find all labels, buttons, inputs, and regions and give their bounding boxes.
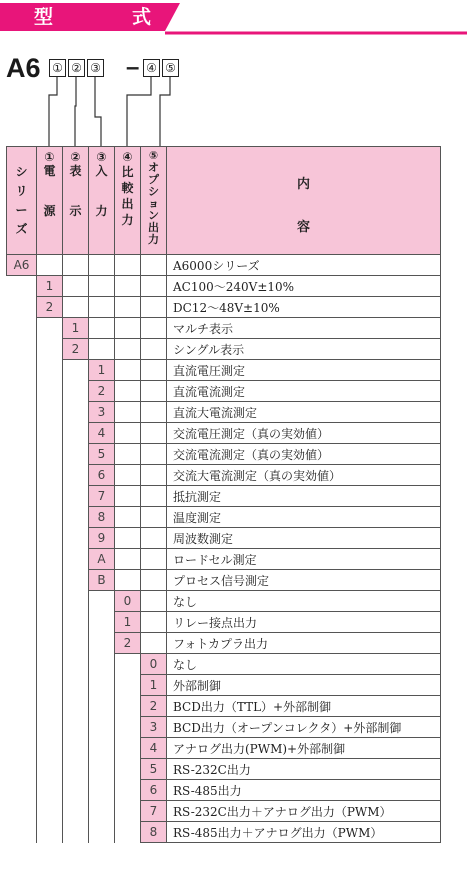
empty-cell [63,423,89,444]
code-cell: 0 [141,654,167,675]
empty-cell [115,696,141,717]
empty-cell [115,318,141,339]
code-cell: 7 [141,801,167,822]
description-cell: 抵抗測定 [167,486,441,507]
empty-cell [7,696,37,717]
table-row [7,339,441,360]
empty-cell [7,801,37,822]
model-prefix: A6 [6,53,41,83]
empty-cell [89,297,115,318]
table-row [7,696,441,717]
empty-cell [141,255,167,276]
empty-cell [37,570,63,591]
empty-cell [115,360,141,381]
code-cell: 8 [89,507,115,528]
empty-cell [7,780,37,801]
empty-cell [115,255,141,276]
empty-cell [89,780,115,801]
empty-cell [89,759,115,780]
empty-cell [115,822,141,843]
empty-cell [7,675,37,696]
description-cell: BCD出力（TTL）+外部制御 [167,696,441,717]
empty-cell [63,759,89,780]
empty-cell [115,297,141,318]
empty-cell [63,507,89,528]
description-cell: RS-232C出力 [167,759,441,780]
table-row [7,528,441,549]
description-cell: 直流電流測定 [167,381,441,402]
empty-cell [63,486,89,507]
empty-cell [63,612,89,633]
empty-cell [37,339,63,360]
empty-cell [63,297,89,318]
empty-cell [63,822,89,843]
empty-cell [37,633,63,654]
empty-cell [7,360,37,381]
description-cell: 交流大電流測定（真の実効値） [167,465,441,486]
empty-cell [63,654,89,675]
empty-cell [37,360,63,381]
table-row [7,717,441,738]
empty-cell [37,423,63,444]
empty-cell [63,696,89,717]
empty-cell [37,486,63,507]
description-cell: アナログ出力(PWM)+外部制御 [167,738,441,759]
empty-cell [7,822,37,843]
empty-cell [89,675,115,696]
empty-cell [37,759,63,780]
empty-cell [7,276,37,297]
empty-cell [37,738,63,759]
empty-cell [37,255,63,276]
table-row [7,465,441,486]
code-cell: 7 [89,486,115,507]
description-cell: マルチ表示 [167,318,441,339]
empty-cell [63,549,89,570]
empty-cell [7,549,37,570]
code-cell: 9 [89,528,115,549]
table-row [7,738,441,759]
empty-cell [7,570,37,591]
table-row [7,822,441,843]
empty-cell [63,402,89,423]
empty-cell [141,528,167,549]
empty-cell [141,381,167,402]
code-cell: 2 [89,381,115,402]
empty-cell [37,318,63,339]
empty-cell [115,675,141,696]
table-row [7,612,441,633]
empty-cell [115,507,141,528]
table-row [7,801,441,822]
empty-cell [63,633,89,654]
empty-cell [115,444,141,465]
empty-cell [141,612,167,633]
code-cell: 4 [141,738,167,759]
empty-cell [63,591,89,612]
description-cell: A6000シリーズ [167,255,441,276]
section-title: 型 式 [34,6,182,28]
empty-cell [115,780,141,801]
table-row [7,675,441,696]
table-row [7,654,441,675]
description-cell: フォトカプラ出力 [167,633,441,654]
empty-cell [89,738,115,759]
code-cell: 6 [89,465,115,486]
empty-cell [89,717,115,738]
empty-cell [37,591,63,612]
header-power: ① 電 源 [37,147,63,255]
empty-cell [63,528,89,549]
empty-cell [115,381,141,402]
empty-cell [115,717,141,738]
empty-cell [89,822,115,843]
empty-cell [37,822,63,843]
empty-cell [63,465,89,486]
code-cell: 2 [37,297,63,318]
empty-cell [7,654,37,675]
header-option-output: ⑤ オ プ シ ョ ン 出 力 [141,147,167,255]
description-cell: リレー接点出力 [167,612,441,633]
empty-cell [7,297,37,318]
empty-cell [115,570,141,591]
slot-compare-output: ④ [143,59,160,77]
code-cell: 1 [63,318,89,339]
code-cell: A [89,549,115,570]
empty-cell [141,591,167,612]
empty-cell [7,318,37,339]
code-cell: 0 [115,591,141,612]
empty-cell [115,549,141,570]
description-cell: なし [167,591,441,612]
empty-cell [7,339,37,360]
table-row [7,402,441,423]
empty-cell [7,612,37,633]
code-cell: 3 [141,717,167,738]
empty-cell [37,402,63,423]
empty-cell [63,675,89,696]
empty-cell [115,759,141,780]
empty-cell [63,738,89,759]
description-cell: RS-485出力 [167,780,441,801]
empty-cell [89,633,115,654]
code-cell: 1 [115,612,141,633]
description-cell: なし [167,654,441,675]
code-cell: 5 [141,759,167,780]
description-cell: RS-232C出力＋アナログ出力（PWM） [167,801,441,822]
header-display: ② 表 示 [63,147,89,255]
empty-cell [7,507,37,528]
code-cell: 2 [63,339,89,360]
empty-cell [141,633,167,654]
code-cell: 1 [89,360,115,381]
description-cell: ロードセル測定 [167,549,441,570]
empty-cell [7,381,37,402]
empty-cell [89,318,115,339]
empty-cell [37,549,63,570]
empty-cell [141,297,167,318]
empty-cell [63,381,89,402]
description-cell: プロセス信号測定 [167,570,441,591]
empty-cell [37,612,63,633]
table-row [7,318,441,339]
empty-cell [89,612,115,633]
table-row [7,444,441,465]
table-row [7,633,441,654]
empty-cell [63,360,89,381]
description-cell: 交流電流測定（真の実効値） [167,444,441,465]
table-row [7,549,441,570]
empty-cell [63,780,89,801]
empty-cell [141,360,167,381]
code-cell: 1 [37,276,63,297]
empty-cell [37,507,63,528]
empty-cell [89,801,115,822]
empty-cell [115,654,141,675]
header-row [7,147,441,255]
table-row [7,297,441,318]
description-cell: 直流大電流測定 [167,402,441,423]
empty-cell [63,570,89,591]
slot-option-output: ⑤ [162,59,179,77]
empty-cell [141,318,167,339]
empty-cell [115,339,141,360]
empty-cell [141,465,167,486]
empty-cell [37,465,63,486]
code-cell: 2 [141,696,167,717]
empty-cell [37,717,63,738]
code-cell: 5 [89,444,115,465]
empty-cell [7,759,37,780]
empty-cell [63,276,89,297]
code-cell: B [89,570,115,591]
empty-cell [115,528,141,549]
empty-cell [89,654,115,675]
table-row [7,507,441,528]
description-cell: 交流電圧測定（真の実効値） [167,423,441,444]
table-row [7,486,441,507]
header-compare-output: ④ 比 較 出 力 [115,147,141,255]
header-content: 内 容 [167,147,441,255]
empty-cell [63,255,89,276]
description-cell: 周波数測定 [167,528,441,549]
section-header [0,0,467,35]
empty-cell [37,780,63,801]
table-row [7,360,441,381]
empty-cell [115,486,141,507]
table-row [7,591,441,612]
empty-cell [37,444,63,465]
empty-cell [37,675,63,696]
empty-cell [37,528,63,549]
empty-cell [89,255,115,276]
header-series: シ リ ー ズ [7,147,37,255]
slot-input: ③ [87,59,104,77]
table-row [7,381,441,402]
code-cell: 4 [89,423,115,444]
empty-cell [7,402,37,423]
empty-cell [115,465,141,486]
description-cell: DC12～48V±10% [167,297,441,318]
description-cell: 外部制御 [167,675,441,696]
empty-cell [7,717,37,738]
slot-display: ② [68,59,85,77]
empty-cell [7,486,37,507]
code-cell: 8 [141,822,167,843]
empty-cell [63,801,89,822]
empty-cell [7,528,37,549]
table-row [7,780,441,801]
empty-cell [115,402,141,423]
empty-cell [7,738,37,759]
empty-cell [141,444,167,465]
code-cell: 1 [141,675,167,696]
empty-cell [89,339,115,360]
description-cell: BCD出力（オープンコレクタ）+外部制御 [167,717,441,738]
table-row [7,255,441,276]
empty-cell [37,801,63,822]
empty-cell [115,738,141,759]
empty-cell [141,507,167,528]
code-cell: 2 [115,633,141,654]
code-cell: 3 [89,402,115,423]
slot-power: ① [49,59,66,77]
empty-cell [141,486,167,507]
empty-cell [89,276,115,297]
empty-cell [7,444,37,465]
empty-cell [89,696,115,717]
model-dash: – [126,54,140,81]
empty-cell [7,633,37,654]
description-cell: AC100～240V±10% [167,276,441,297]
description-cell: シングル表示 [167,339,441,360]
empty-cell [7,423,37,444]
spec-table-body [7,255,441,843]
empty-cell [63,444,89,465]
empty-cell [115,801,141,822]
empty-cell [141,549,167,570]
code-cell: 6 [141,780,167,801]
empty-cell [141,276,167,297]
table-row [7,276,441,297]
table-row [7,570,441,591]
empty-cell [141,423,167,444]
empty-cell [141,402,167,423]
empty-cell [89,591,115,612]
empty-cell [141,570,167,591]
empty-cell [63,717,89,738]
empty-cell [7,465,37,486]
empty-cell [37,654,63,675]
empty-cell [37,381,63,402]
empty-cell [115,423,141,444]
empty-cell [37,696,63,717]
description-cell: 温度測定 [167,507,441,528]
spec-table [6,146,441,843]
code-cell: A6 [7,255,37,276]
empty-cell [115,276,141,297]
table-row [7,759,441,780]
empty-cell [7,591,37,612]
empty-cell [141,339,167,360]
description-cell: RS-485出力＋アナログ出力（PWM） [167,822,441,843]
table-row [7,423,441,444]
description-cell: 直流電圧測定 [167,360,441,381]
header-input: ③ 入 力 [89,147,115,255]
